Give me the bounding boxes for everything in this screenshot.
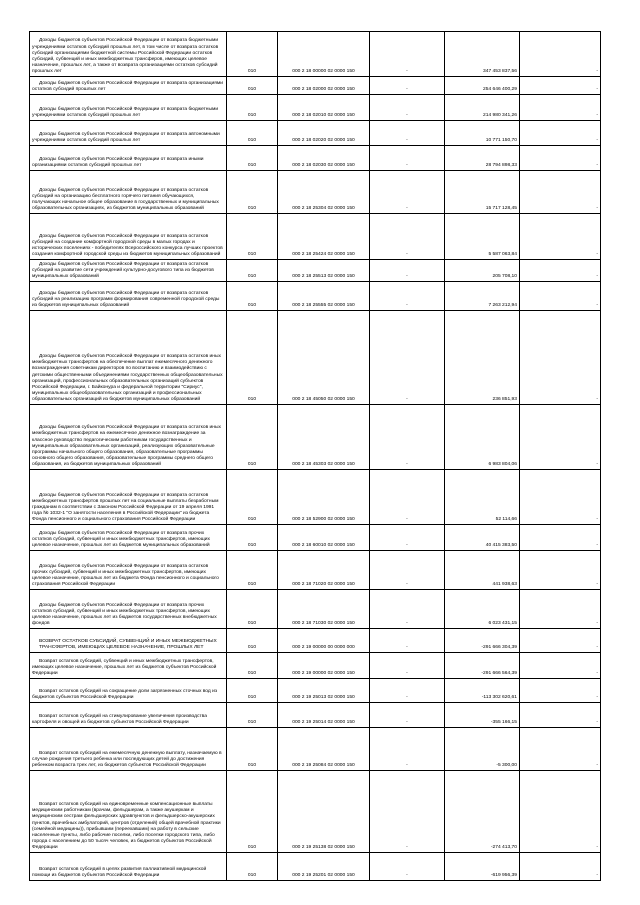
row-code-cell: 010: [227, 121, 278, 146]
row-kbk-cell: 000 2 18 25424 02 0000 150: [278, 214, 370, 260]
table-row: [30, 121, 601, 146]
table-row: [30, 551, 601, 590]
row-dash-cell: -: [370, 405, 445, 470]
row-dash-cell: -: [370, 771, 445, 853]
row-code-cell: 010: [227, 214, 278, 260]
row-kbk-cell: 000 2 19 25201 02 0000 150: [278, 853, 370, 881]
row-name-cell: ВОЗВРАТ ОСТАТКОВ СУБСИДИЙ, СУБВЕНЦИЙ И ИНЫХ МЕЖБЮДЖЕТНЫХ ТРАНСФЕРТОВ, ИМЕЮЩИХ ЦЕЛЕВОЕ НАЗНАЧЕНИЕ, ПРОШЛЫХ ЛЕТ: [30, 629, 227, 653]
row-last-dash-cell: -: [520, 95, 601, 121]
row-amount-cell: 347 453 837,56: [445, 32, 520, 77]
table-row: [30, 214, 601, 260]
row-last-dash-cell: -: [520, 653, 601, 679]
row-kbk-cell: 000 2 18 71020 02 0000 150: [278, 551, 370, 590]
table-row: [30, 311, 601, 405]
row-code-cell: 010: [227, 95, 278, 121]
revenue-table-page: [29, 31, 600, 881]
row-dash-cell: -: [370, 171, 445, 214]
row-code-cell: 010: [227, 853, 278, 881]
row-dash-cell: -: [370, 629, 445, 653]
row-last-dash-cell: -: [520, 551, 601, 590]
revenue-table: [29, 31, 601, 881]
table-row: [30, 282, 601, 311]
row-amount-cell: -5 300,00: [445, 728, 520, 771]
row-name-cell: Доходы бюджетов субъектов Российской Федерации от возврата остатков субсидий на реализацию программ формирования современной городской среды из бюджетов муниципальных образований: [30, 282, 227, 311]
table-row: [30, 525, 601, 551]
row-amount-cell: 28 794 898,33: [445, 146, 520, 171]
row-dash-cell: -: [370, 470, 445, 525]
row-kbk-cell: 000 2 18 02010 02 0000 150: [278, 95, 370, 121]
row-amount-cell: -355 166,15: [445, 703, 520, 728]
table-row: [30, 679, 601, 703]
row-code-cell: 010: [227, 703, 278, 728]
row-dash-cell: -: [370, 214, 445, 260]
row-kbk-cell: 000 2 18 60010 02 0000 150: [278, 525, 370, 551]
row-kbk-cell: 000 2 18 52900 02 0000 150: [278, 470, 370, 525]
row-dash-cell: -: [370, 121, 445, 146]
row-last-dash-cell: -: [520, 679, 601, 703]
row-name-cell: Доходы бюджетов субъектов Российской Федерации от возврата прочих остатков субсидий, субвенций и иных межбюджетных трансфертов, имеющих целевое назначение, прошлых лет из бюджетов муниципальных образований: [30, 525, 227, 551]
row-dash-cell: -: [370, 95, 445, 121]
row-dash-cell: -: [370, 146, 445, 171]
row-amount-cell: 254 646 400,29: [445, 77, 520, 95]
row-amount-cell: 5 587 063,84: [445, 214, 520, 260]
row-kbk-cell: 000 2 19 00000 02 0000 150: [278, 653, 370, 679]
row-kbk-cell: 000 2 18 45050 02 0000 150: [278, 311, 370, 405]
row-last-dash-cell: -: [520, 214, 601, 260]
table-row: [30, 171, 601, 214]
row-kbk-cell: 000 2 18 71030 02 0000 150: [278, 590, 370, 629]
row-dash-cell: -: [370, 853, 445, 881]
row-kbk-cell: 000 2 19 25138 02 0000 150: [278, 771, 370, 853]
row-last-dash-cell: -: [520, 771, 601, 853]
row-kbk-cell: 000 2 19 25013 02 0000 150: [278, 679, 370, 703]
row-name-cell: Доходы бюджетов субъектов Российской Федерации от возврата бюджетными учреждениями остатков субсидий прошлых лет: [30, 95, 227, 121]
row-last-dash-cell: -: [520, 629, 601, 653]
row-code-cell: 010: [227, 32, 278, 77]
row-dash-cell: -: [370, 551, 445, 590]
row-code-cell: 010: [227, 590, 278, 629]
row-amount-cell: 441 938,63: [445, 551, 520, 590]
row-last-dash-cell: -: [520, 146, 601, 171]
row-last-dash-cell: -: [520, 590, 601, 629]
row-last-dash-cell: -: [520, 121, 601, 146]
row-kbk-cell: 000 2 19 25084 02 0000 150: [278, 728, 370, 771]
row-dash-cell: -: [370, 311, 445, 405]
row-amount-cell: -291 666 564,39: [445, 653, 520, 679]
row-last-dash-cell: -: [520, 171, 601, 214]
row-kbk-cell: 000 2 18 25304 02 0000 150: [278, 171, 370, 214]
row-name-cell: Возврат остатков субсидий на ежемесячную денежную выплату, назначаемую в случае рождения третьего ребенка или последующих детей до достижения ребенком возраста трех лет, из бюджетов субъектов Российской Федерации: [30, 728, 227, 771]
row-kbk-cell: 000 2 18 02020 02 0000 150: [278, 121, 370, 146]
table-row: [30, 77, 601, 95]
row-dash-cell: -: [370, 590, 445, 629]
table-row: [30, 470, 601, 525]
table-row: [30, 703, 601, 728]
row-amount-cell: -291 666 304,39: [445, 629, 520, 653]
row-code-cell: 010: [227, 771, 278, 853]
row-kbk-cell: 000 2 19 00000 00 0000 000: [278, 629, 370, 653]
table-row: [30, 146, 601, 171]
row-amount-cell: 205 708,10: [445, 260, 520, 282]
row-amount-cell: 6 023 431,15: [445, 590, 520, 629]
table-row: [30, 653, 601, 679]
row-dash-cell: -: [370, 32, 445, 77]
table-row: [30, 260, 601, 282]
row-last-dash-cell: -: [520, 525, 601, 551]
row-last-dash-cell: -: [520, 32, 601, 77]
row-dash-cell: -: [370, 703, 445, 728]
row-name-cell: Возврат остатков субсидий на сокращение доли загрязненных сточных вод из бюджетов субъектов Российской Федерации: [30, 679, 227, 703]
row-code-cell: 010: [227, 311, 278, 405]
row-kbk-cell: 000 2 18 45303 02 0000 150: [278, 405, 370, 470]
table-row: [30, 629, 601, 653]
row-name-cell: Доходы бюджетов субъектов Российской Федерации от возврата остатков межбюджетных трансфертов прошлых лет на социальные выплаты безработным гражданам в соответствии с Законом Российской Федерации от 19 апреля 1991 года № 1032-1 "О занятости населения в Российской Федерации" из бюджета Фонда пенсионного и социального страхования Российской Федерации: [30, 470, 227, 525]
table-row: [30, 405, 601, 470]
row-dash-cell: -: [370, 728, 445, 771]
table-row: [30, 728, 601, 771]
row-amount-cell: -619 956,39: [445, 853, 520, 881]
row-name-cell: Доходы бюджетов субъектов Российской Федерации от возврата остатков субсидий на организацию бесплатного горячего питания обучающихся, получающих начальное общее образование в государственных и муниципальных образовательных организациях, из бюджетов муниципальных образований: [30, 171, 227, 214]
row-last-dash-cell: -: [520, 282, 601, 311]
row-dash-cell: -: [370, 260, 445, 282]
row-amount-cell: 15 717 128,45: [445, 171, 520, 214]
row-name-cell: Доходы бюджетов субъектов Российской Федерации от возврата автономными учреждениями остатков субсидий прошлых лет: [30, 121, 227, 146]
row-last-dash-cell: -: [520, 470, 601, 525]
row-dash-cell: -: [370, 77, 445, 95]
table-row: [30, 590, 601, 629]
row-amount-cell: 6 983 804,06: [445, 405, 520, 470]
row-dash-cell: -: [370, 525, 445, 551]
row-kbk-cell: 000 2 18 00000 02 0000 150: [278, 32, 370, 77]
row-name-cell: Доходы бюджетов субъектов Российской Федерации от возврата организациями остатков субсидий прошлых лет: [30, 77, 227, 95]
row-code-cell: 010: [227, 146, 278, 171]
row-code-cell: 010: [227, 405, 278, 470]
row-name-cell: Доходы бюджетов субъектов Российской Федерации от возврата иными организациями остатков субсидий прошлых лет: [30, 146, 227, 171]
row-amount-cell: 10 771 150,70: [445, 121, 520, 146]
row-name-cell: Доходы бюджетов субъектов Российской Федерации от возврата остатков иных межбюджетных трансфертов на обеспечение выплат ежемесячного денежного вознаграждения советникам директоров по воспитанию и взаимодействию с детскими общественными объединениями государственных общеобразовательных организаций, профессиональных образовательных организаций субъектов Российской Федерации, г. Байконура и федеральной территории "Сириус", муниципальных общеобразовательных организаций и профессиональных образовательных организаций из бюджетов муниципальных образований: [30, 311, 227, 405]
row-last-dash-cell: -: [520, 311, 601, 405]
row-name-cell: Доходы бюджетов субъектов Российской Федерации от возврата прочих остатков субсидий, субвенций и иных межбюджетных трансфертов, имеющих целевое назначение, прошлых лет из бюджетов государственных внебюджетных фондов: [30, 590, 227, 629]
row-kbk-cell: 000 2 18 25513 02 0000 150: [278, 260, 370, 282]
table-row: [30, 853, 601, 881]
row-code-cell: 010: [227, 653, 278, 679]
row-code-cell: 010: [227, 77, 278, 95]
row-name-cell: Возврат остатков субсидий на стимулирование увеличения производства картофеля и овощей из бюджетов субъектов Российской Федерации: [30, 703, 227, 728]
row-amount-cell: -113 302 620,61: [445, 679, 520, 703]
row-name-cell: Доходы бюджетов субъектов Российской Федерации от возврата остатков субсидий на развитие сети учреждений культурно-досугового типа из бюджетов муниципальных образований: [30, 260, 227, 282]
row-code-cell: 010: [227, 728, 278, 771]
row-name-cell: Доходы бюджетов субъектов Российской Федерации от возврата бюджетными учреждениями остатков субсидий прошлых лет, в том числе от возврата остатков субсидий организациями бюджетной системы Российской Федерации остатков субсидий, субвенций и иных межбюджетных трансферов, имеющих целевое назначение, прошлых лет, а также от возврата организациями остатков субсидий прошлых лет: [30, 32, 227, 77]
row-amount-cell: 7 263 212,94: [445, 282, 520, 311]
row-last-dash-cell: -: [520, 260, 601, 282]
row-last-dash-cell: -: [520, 728, 601, 771]
table-row: [30, 32, 601, 77]
row-name-cell: Доходы бюджетов субъектов Российской Федерации от возврата остатков субсидий на создание комфортной городской среды в малых городах и исторических поселениях - победителях Всероссийского конкурса лучших проектов создания комфортной городской среды из бюджетов муниципальных образований: [30, 214, 227, 260]
row-name-cell: Возврат остатков субсидий на единовременные компенсационные выплаты медицинским работникам (врачам, фельдшерам, а также акушеркам и медицинским сестрам фельдшерских здравпунктов и фельдшерско-акушерских пунктов, врачебных амбулаторий, центров (отделений) общей врачебной практики (семейной медицины)), прибывшим (переехавшим) на работу в сельские населенные пункты, либо рабочие поселки, либо поселки городского типа, либо города с населением до 50 тысяч человек, из бюджетов субъектов Российской Федерации: [30, 771, 227, 853]
row-code-cell: 010: [227, 629, 278, 653]
row-amount-cell: 40 415 383,50: [445, 525, 520, 551]
row-name-cell: Доходы бюджетов субъектов Российской Федерации от возврата остатков иных межбюджетных трансфертов на ежемесячное денежное вознаграждение за классное руководство педагогическим работникам государственных и муниципальных образовательных организаций, реализующих образовательные программы начального общего образования, образовательные программы основного общего образования, образовательные программы среднего общего образования, из бюджетов муниципальных образований: [30, 405, 227, 470]
row-amount-cell: 52 114,66: [445, 470, 520, 525]
row-code-cell: 010: [227, 679, 278, 703]
row-code-cell: 010: [227, 525, 278, 551]
row-dash-cell: -: [370, 282, 445, 311]
row-name-cell: Доходы бюджетов субъектов Российской Федерации от возврата остатков прочих субсидий, субвенций и иных межбюджетных трансфертов, имеющих целевое назначение, прошлых лет из бюджета Фонда пенсионного и социального страхования Российской Федерации: [30, 551, 227, 590]
row-code-cell: 010: [227, 282, 278, 311]
row-dash-cell: -: [370, 679, 445, 703]
row-code-cell: 010: [227, 260, 278, 282]
row-kbk-cell: 000 2 18 25555 02 0000 150: [278, 282, 370, 311]
row-amount-cell: 236 851,93: [445, 311, 520, 405]
row-last-dash-cell: -: [520, 703, 601, 728]
row-dash-cell: -: [370, 653, 445, 679]
table-row: [30, 95, 601, 121]
row-code-cell: 010: [227, 551, 278, 590]
row-kbk-cell: 000 2 18 02000 02 0000 150: [278, 77, 370, 95]
row-name-cell: Возврат остатков субсидий в целях развития паллиативной медицинской помощи из бюджетов субъектов Российской Федерации: [30, 853, 227, 881]
row-last-dash-cell: -: [520, 405, 601, 470]
row-amount-cell: 214 980 341,26: [445, 95, 520, 121]
row-name-cell: Возврат остатков субсидий, субвенций и иных межбюджетных трансфертов, имеющих целевое назначение, прошлых лет из бюджетов субъектов Российской Федерации: [30, 653, 227, 679]
row-kbk-cell: 000 2 19 25014 02 0000 150: [278, 703, 370, 728]
row-code-cell: 010: [227, 171, 278, 214]
table-row: [30, 771, 601, 853]
row-kbk-cell: 000 2 18 02030 02 0000 150: [278, 146, 370, 171]
row-last-dash-cell: -: [520, 853, 601, 881]
row-code-cell: 010: [227, 470, 278, 525]
row-last-dash-cell: -: [520, 77, 601, 95]
row-amount-cell: -274 413,70: [445, 771, 520, 853]
